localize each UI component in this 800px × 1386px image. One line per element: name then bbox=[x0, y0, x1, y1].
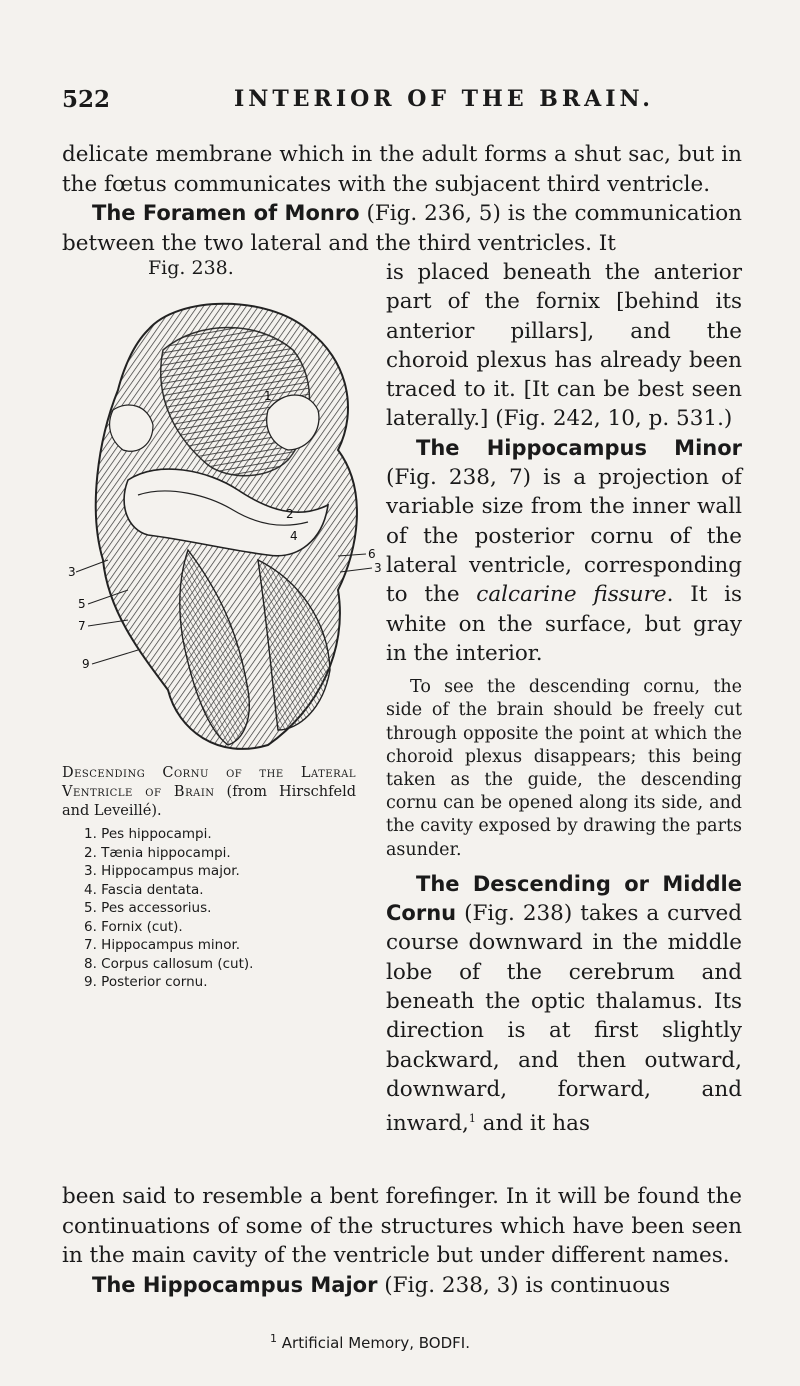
foramen-paragraph bbox=[62, 199, 742, 258]
caption-source: (from Hirschfeld and Leveillé). bbox=[62, 784, 356, 819]
callout-3-right: 3 bbox=[374, 561, 382, 575]
legend-item: 4. Fascia dentata. bbox=[84, 881, 204, 898]
callout-2: 2 bbox=[286, 507, 294, 521]
legend-item: 9. Posterior cornu. bbox=[84, 974, 208, 990]
top-text-block bbox=[62, 140, 742, 258]
intro-paragraph: delicate membrane which in the adult forms a shut sac, but in the fœtus communicates with the subjacent third ventricle. bbox=[62, 142, 742, 197]
callout-9: 9 bbox=[82, 657, 90, 671]
legend-item: 8. Corpus callosum (cut). bbox=[84, 955, 254, 972]
footnote-ref: 1 bbox=[468, 1112, 476, 1126]
calcarine-fissure-term: calcarine fissure bbox=[476, 582, 667, 608]
hippocampus-major-text: (Fig. 238, 3) is continuous bbox=[377, 1272, 671, 1298]
running-title: INTERIOR OF THE BRAIN. bbox=[234, 86, 654, 112]
callout-3-left: 3 bbox=[68, 565, 76, 579]
brain-section-drawing bbox=[96, 304, 357, 749]
hippocampus-minor-text-b: . It is white on the surface, but gray in the interior. bbox=[386, 582, 742, 666]
running-head bbox=[62, 86, 762, 118]
descending-cornu-heading: The Descending or Middle Cornu bbox=[386, 871, 742, 926]
legend-item: 3. Hippocampus major. bbox=[84, 863, 240, 879]
hippocampus-major-paragraph bbox=[62, 1271, 742, 1301]
figure-label: Fig. 238. bbox=[148, 257, 234, 279]
leader-9 bbox=[92, 650, 138, 664]
legend-item: 2. Tænia hippocampi. bbox=[84, 844, 231, 861]
callout-1: 1 bbox=[264, 389, 272, 403]
figure-legend bbox=[84, 825, 356, 992]
hippocampus-minor-heading: The Hippocampus Minor bbox=[416, 435, 742, 460]
footnote bbox=[270, 1332, 470, 1352]
foramen-heading: The Foramen of Monro bbox=[92, 201, 360, 225]
foramen-text: (Fig. 236, 5) is the communication between the two lateral and the third ventricles. It bbox=[62, 201, 742, 256]
footnote-marker: 1 bbox=[270, 1332, 277, 1345]
descending-cornu-paragraph bbox=[386, 870, 742, 1139]
caption-title: Descending Cornu of the Lateral Ventricle of Brain bbox=[62, 765, 356, 800]
descending-cornu-tail: and it has bbox=[475, 1111, 590, 1137]
bottom-text-block bbox=[62, 1182, 742, 1300]
hippocampus-minor-text-a: (Fig. 238, 7) is a projection of variable size from the inner wall of the posterior cornu of the lateral ventricle, corresponding to the bbox=[386, 465, 742, 608]
legend-item: 7. Hippocampus minor. bbox=[84, 937, 241, 953]
callout-6: 6 bbox=[368, 547, 376, 561]
hippocampus-major-heading: The Hippocampus Major bbox=[92, 1272, 378, 1297]
callout-7: 7 bbox=[78, 619, 86, 633]
brain-figure bbox=[68, 290, 386, 760]
hippocampus-minor-paragraph bbox=[386, 434, 742, 668]
legend-item: 5. Pes accessorius. bbox=[84, 900, 212, 916]
figure-caption bbox=[62, 764, 356, 992]
right-column bbox=[386, 258, 742, 1139]
descending-cornu-continuation: been said to resemble a bent forefinger. In it will be found the continuations of some of the structures which have been seen in the main cavity of the ventricle but under different names. bbox=[62, 1184, 742, 1268]
page-number: 522 bbox=[62, 86, 111, 113]
footnote-text: Artificial Memory, BODFI. bbox=[277, 1334, 470, 1352]
descending-cornu-text: (Fig. 238) takes a curved course downward in the middle lobe of the cerebrum and beneath the optic thalamus. Its direction is at first slightly backward, and then outward, downward, forward, and inward, bbox=[386, 901, 742, 1137]
caption-heading bbox=[62, 764, 356, 821]
dissection-note: To see the descending cornu, the side of the brain should be freely cut through opposite the point at which the choroid plexus disappears; this being taken as the guide, the descending cornu can be opened along its side, and the cavity exposed by drawing the parts asunder. bbox=[386, 677, 742, 860]
callout-4: 4 bbox=[290, 529, 298, 543]
legend-item: 6. Fornix (cut). bbox=[84, 918, 183, 935]
legend-item: 1. Pes hippocampi. bbox=[84, 826, 212, 842]
callout-5: 5 bbox=[78, 597, 86, 611]
foramen-continuation: is placed beneath the anterior part of the fornix [behind its anterior pillars], and the choroid plexus has already been traced to it. [It can be best seen laterally.] (Fig. 242, 10, p. 531.) bbox=[386, 260, 742, 432]
